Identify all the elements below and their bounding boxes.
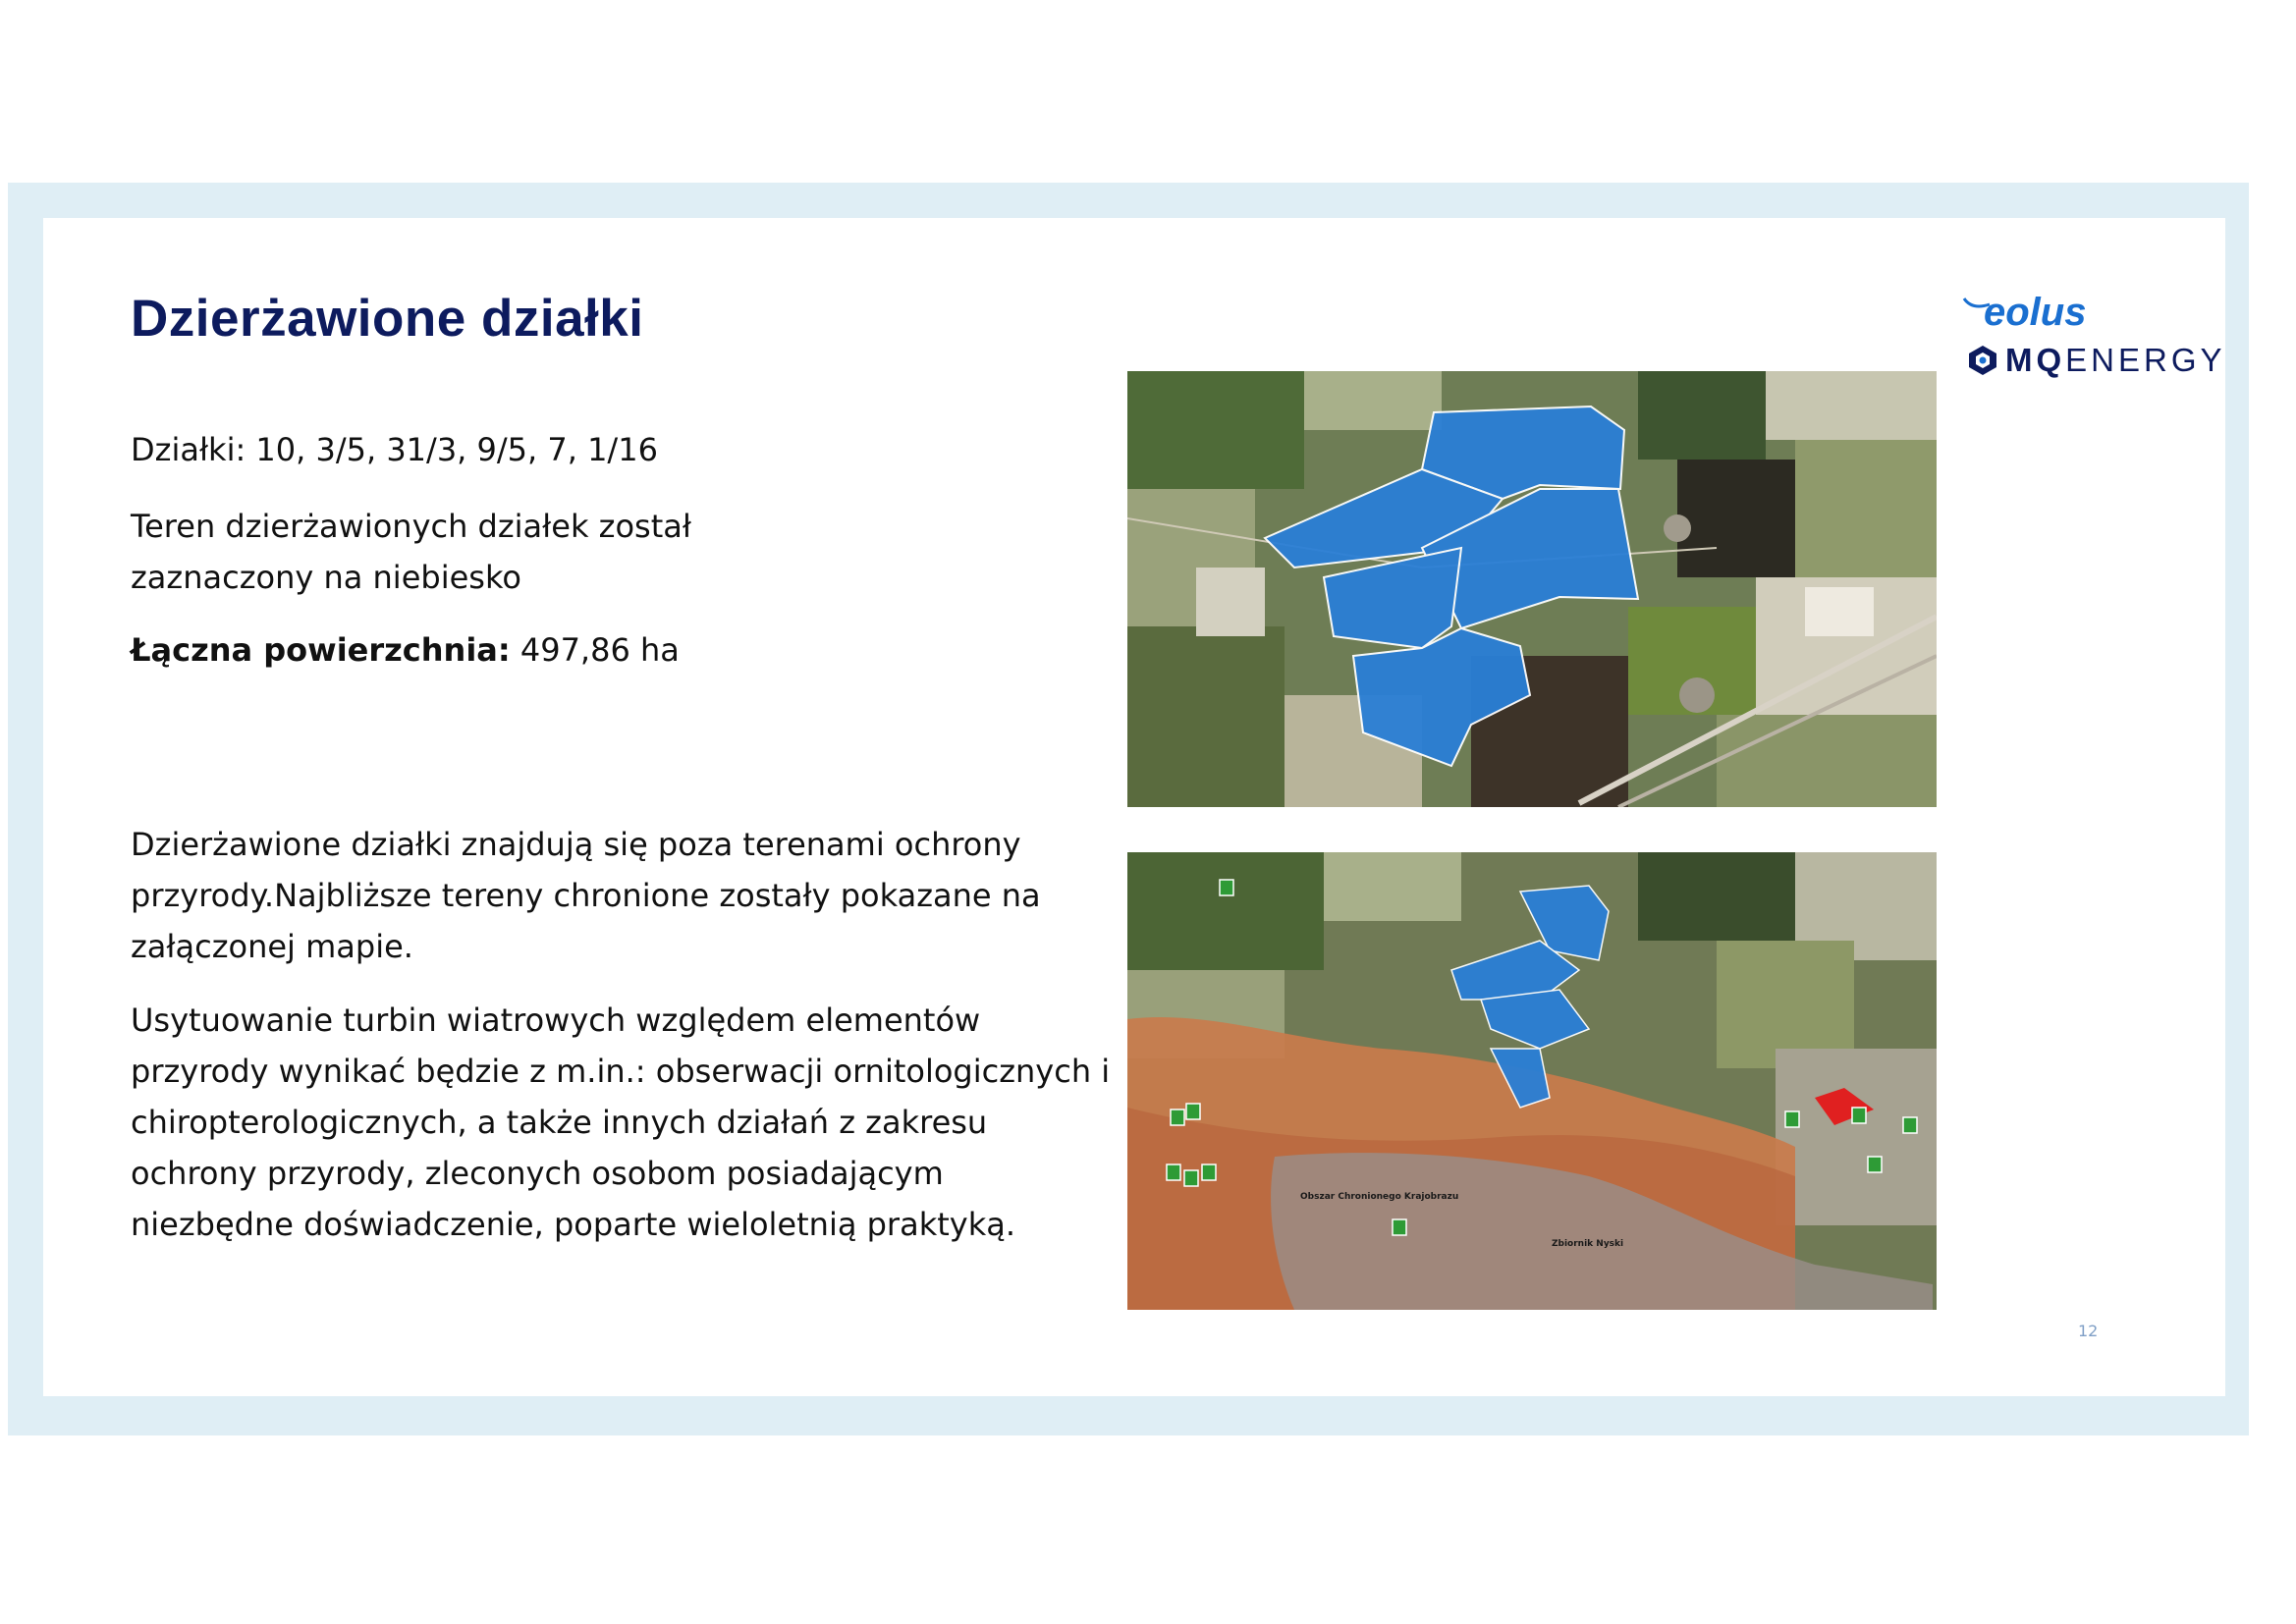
- protected-area-label: Obszar Chronionego Krajobrazu: [1300, 1192, 1459, 1202]
- protected-areas-map: [1127, 852, 1937, 1310]
- turbine-siting-paragraph: Usytuowanie turbin wiatrowych względem elementów przyrody wynikać będzie z m.in.: obserwacji ornitologicznych i chiropterologicznych, a także innych działań z zakresu ochrony przyrody, zleconych osobom posiadającym niezbędne doświadczenie, poparte wieloletnią praktyką.: [131, 1001, 1111, 1243]
- company-logo: [1954, 291, 2226, 399]
- leased-plots-map: [1127, 371, 1937, 807]
- total-area-value: 497,86 ha: [510, 631, 680, 669]
- total-area-label: Łączna powierzchnia:: [131, 631, 511, 669]
- protection-paragraph: Dzierżawione działki znajdują się poza terenami ochrony przyrody.Najbliższe tereny chronione zostały pokazane na załączonej mapie.: [131, 826, 1041, 965]
- reservoir-label: Zbiornik Nyski: [1552, 1239, 1624, 1249]
- logo-eolus: eolus: [1984, 291, 2087, 334]
- hexagon-icon: [1966, 344, 1999, 377]
- leased-plots-map-image: [1127, 371, 1937, 807]
- logo-energy-text: ENERGY: [2065, 342, 2226, 378]
- logo-mqenergy: [1966, 342, 2226, 379]
- area-description: Teren dzierżawionych działek został zaznaczony na niebiesko: [131, 508, 691, 596]
- logo-mq-text: MQ: [2005, 342, 2066, 378]
- protected-areas-map-image: [1127, 852, 1937, 1310]
- page-title: Dzierżawione działki: [131, 290, 644, 348]
- page-number: 12: [2078, 1322, 2099, 1340]
- total-area: [131, 624, 680, 676]
- plots-list: Działki: 10, 3/5, 31/3, 9/5, 7, 1/16: [131, 431, 658, 468]
